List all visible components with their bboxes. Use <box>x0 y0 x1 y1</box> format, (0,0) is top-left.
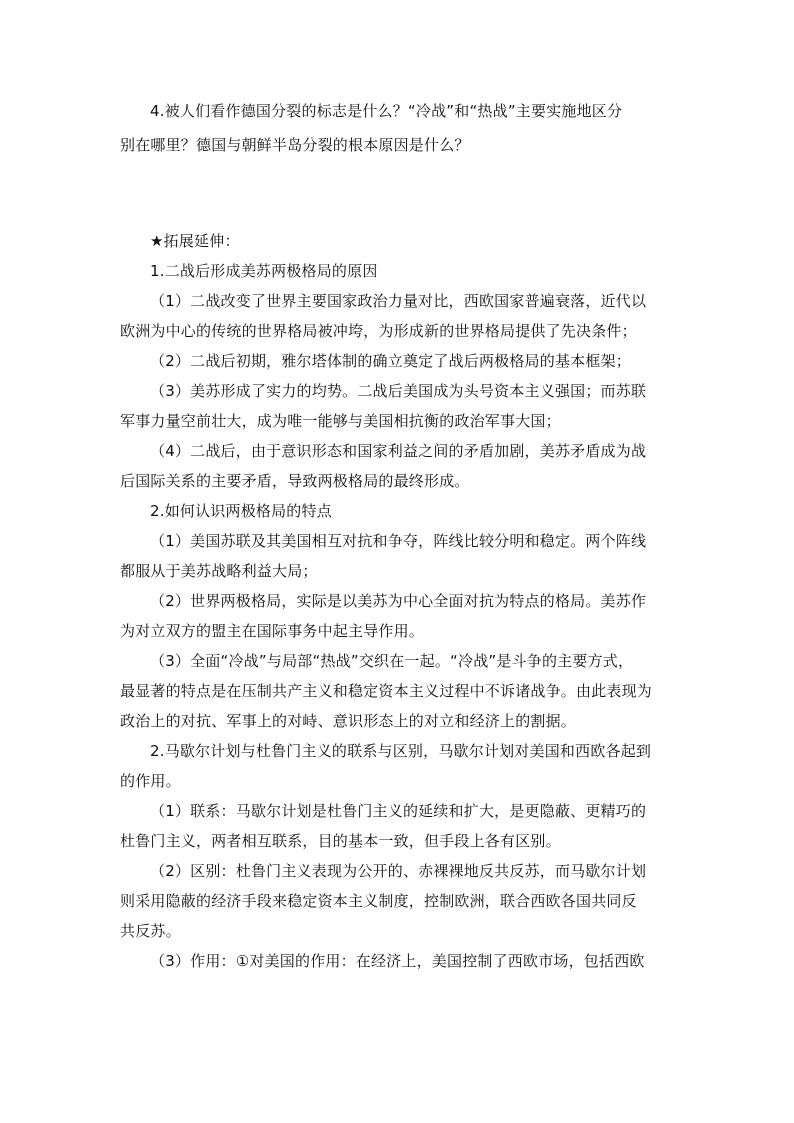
section-1-title: 1.二战后形成美苏两极格局的原因 <box>150 262 378 280</box>
s2-para-2-line-1: （2）世界两极格局，实际是以美苏为中心全面对抗为特点的格局。美苏作 <box>150 592 647 610</box>
s3-para-3-line-1: （3）作用：①对美国的作用：在经济上，美国控制了西欧市场，包括西欧 <box>150 952 645 970</box>
s1-para-2-line-1: （2）二战后初期，雅尔塔体制的确立奠定了战后两极格局的基本框架； <box>150 352 631 370</box>
question-4-line-2: 别在哪里？德国与朝鲜半岛分裂的根本原因是什么？ <box>120 136 470 154</box>
extension-section <box>120 226 682 976</box>
section-3-title-line-1: 2.马歇尔计划与杜鲁门主义的联系与区别，马歇尔计划对美国和西欧各起到 <box>150 742 652 760</box>
s3-para-1-line-2: 杜鲁门主义，两者相互联系，目的基本一致，但手段上各有区别。 <box>120 832 561 850</box>
s2-para-1-line-2: 都服从于美苏战略利益大局； <box>120 562 318 580</box>
s1-para-1-line-2: 欧洲为中心的传统的世界格局被冲垮，为形成新的世界格局提供了先决条件； <box>120 322 637 340</box>
question-4-line-1: 4.被人们看作德国分裂的标志是什么？“冷战”和“热战”主要实施地区分 <box>150 102 623 120</box>
s2-para-3-line-2: 最显著的特点是在压制共产主义和稳定资本主义过程中不诉诸战争。由此表现为 <box>120 682 653 700</box>
s1-para-3-line-2: 军事力量空前壮大，成为唯一能够与美国相抗衡的政治军事大国； <box>120 412 561 430</box>
s1-para-1-line-1: （1）二战改变了世界主要国家政治力量对比，西欧国家普遍衰落，近代以 <box>150 292 647 310</box>
s1-para-4-line-1: （4）二战后，由于意识形态和国家利益之间的矛盾加剧，美苏矛盾成为战 <box>150 442 647 460</box>
s3-para-1-line-1: （1）联系：马歇尔计划是杜鲁门主义的延续和扩大，是更隐蔽、更精巧的 <box>150 802 647 820</box>
s3-para-2-line-3: 共反苏。 <box>120 922 181 940</box>
s2-para-1-line-1: （1）美国苏联及其美国相互对抗和争夺，阵线比较分明和稳定。两个阵线 <box>150 532 647 550</box>
question-4 <box>120 96 682 160</box>
section-3-title-line-2: 的作用。 <box>120 772 181 790</box>
s1-para-4-line-2: 后国际关系的主要矛盾，导致两极格局的最终形成。 <box>120 472 470 490</box>
s3-para-2-line-1: （2）区别：杜鲁门主义表现为公开的、赤裸裸地反共反苏，而马歇尔计划 <box>150 862 647 880</box>
section-2-title: 2.如何认识两极格局的特点 <box>150 502 332 520</box>
s2-para-2-line-2: 为对立双方的盟主在国际事务中起主导作用。 <box>120 622 425 640</box>
s2-para-3-line-1: （3）全面“冷战”与局部“热战”交织在一起。“冷战”是斗争的主要方式， <box>150 652 634 670</box>
s1-para-3-line-1: （3）美苏形成了实力的均势。二战后美国成为头号资本主义强国；而苏联 <box>150 382 647 400</box>
extension-title: ★拓展延伸： <box>150 232 240 250</box>
s2-para-3-line-3: 政治上的对抗、军事上的对峙、意识形态上的对立和经济上的割据。 <box>120 712 577 730</box>
s3-para-2-line-2: 则采用隐蔽的经济手段来稳定资本主义制度，控制欧洲，联合西欧各国共同反 <box>120 892 637 910</box>
